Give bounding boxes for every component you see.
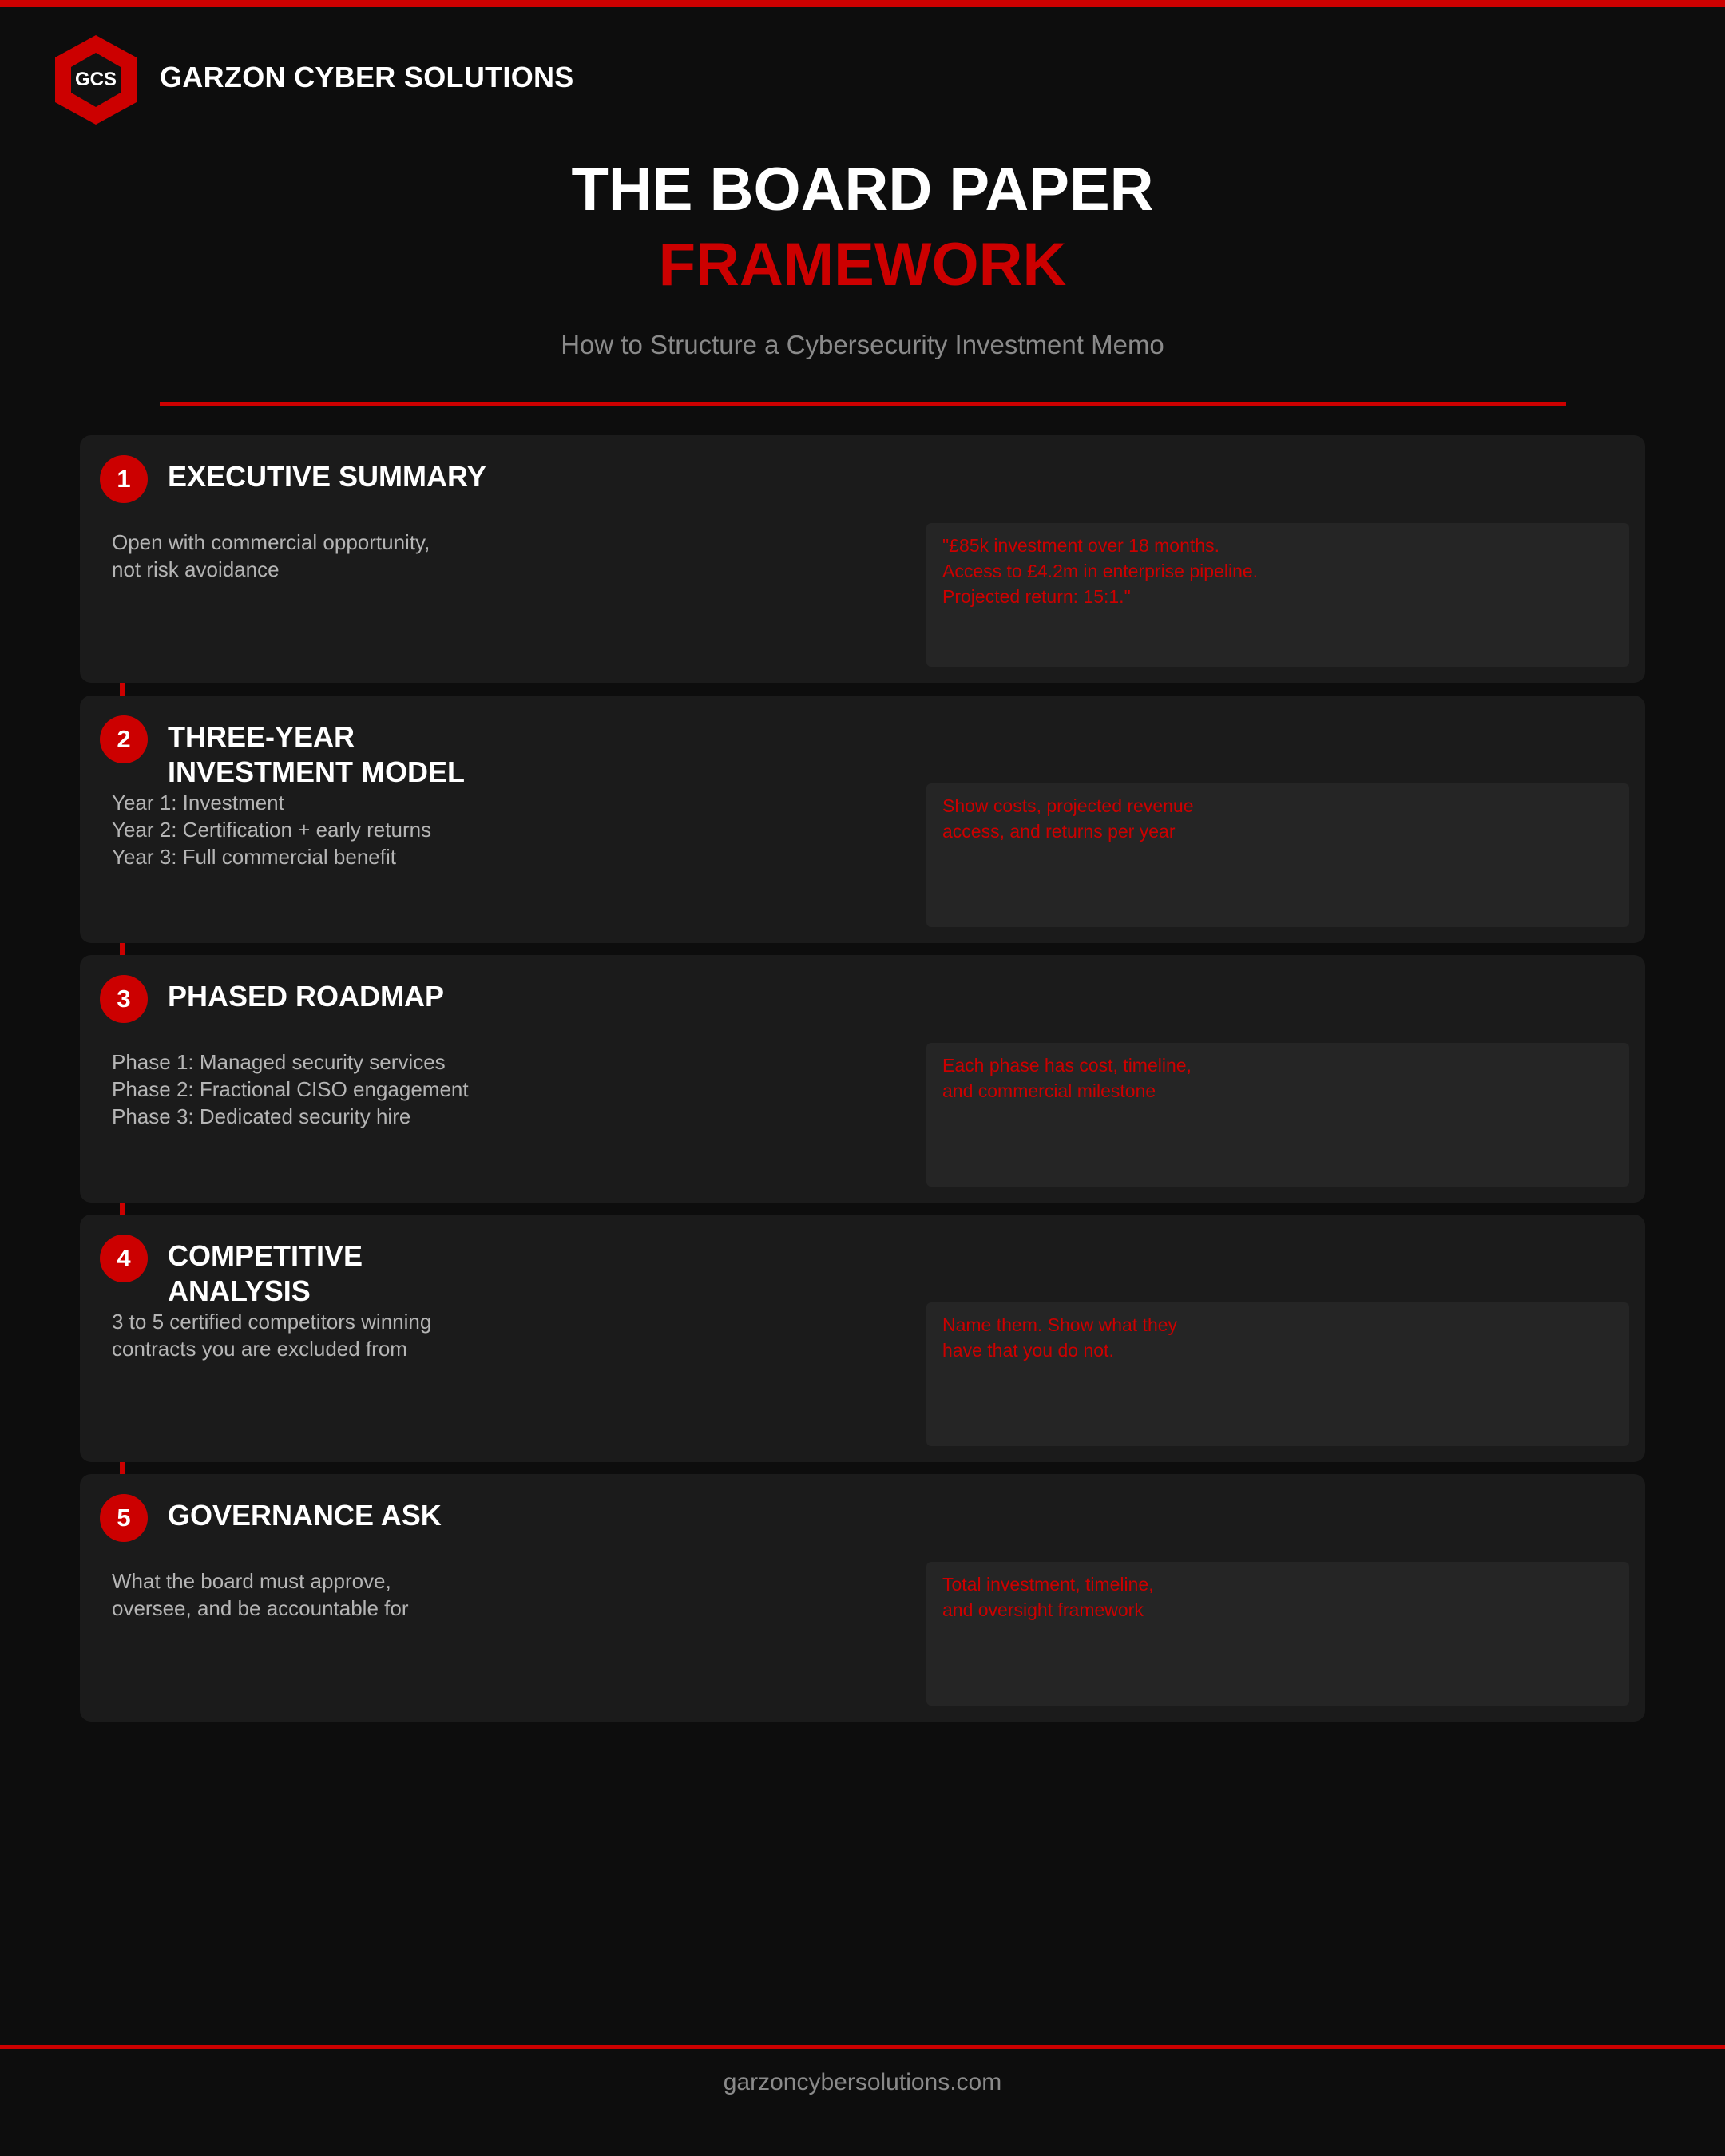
section-example-note: Total investment, timeline, and oversight framework (926, 1562, 1629, 1706)
section-title: GOVERNANCE ASK (168, 1499, 442, 1532)
section-number-badge: 5 (100, 1494, 148, 1542)
section-example-note: Show costs, projected revenue access, and returns per year (926, 783, 1629, 927)
shield-hexagon-logo-icon (55, 35, 137, 125)
top-accent-bar (0, 0, 1725, 7)
title-divider (160, 402, 1566, 406)
footer-website-link[interactable]: garzoncybersolutions.com (723, 2069, 1002, 2095)
footer-accent-bar (0, 2045, 1725, 2049)
section-body: 3 to 5 certified competitors winning contracts you are excluded from (112, 1310, 432, 1361)
section-card-phased-roadmap (80, 955, 1645, 1203)
brand-name: GARZON CYBER SOLUTIONS (160, 61, 574, 93)
section-number-badge: 3 (100, 975, 148, 1023)
section-body: Year 1: Investment Year 2: Certification + early returns Year 3: Full commercial benefit (112, 791, 432, 869)
section-title: THREE-YEAR INVESTMENT MODEL (168, 720, 466, 788)
section-example-note: Name them. Show what they have that you do not. (926, 1302, 1629, 1446)
timeline-connector (120, 1203, 125, 1215)
section-number-badge: 1 (100, 455, 148, 503)
section-body: Open with commercial opportunity, not risk avoidance (112, 530, 430, 581)
section-card-competitive-analysis (80, 1215, 1645, 1462)
section-card-executive-summary (80, 435, 1645, 683)
section-body: What the board must approve, oversee, and be accountable for (112, 1569, 409, 1620)
section-title: COMPETITIVE ANALYSIS (168, 1239, 363, 1307)
page-title-highlight: FRAMEWORK (658, 231, 1067, 299)
section-number-badge: 4 (100, 1235, 148, 1282)
section-example-note: "£85k investment over 18 months. Access to £4.2m in enterprise pipeline. Projected return: 15:1." (926, 523, 1629, 667)
section-title: PHASED ROADMAP (168, 980, 445, 1013)
section-card-governance-ask (80, 1474, 1645, 1722)
section-number-badge: 2 (100, 715, 148, 763)
timeline-connector (120, 1462, 125, 1475)
section-title: EXECUTIVE SUMMARY (168, 460, 486, 493)
timeline-connector (120, 683, 125, 696)
section-card-investment-model (80, 696, 1645, 943)
page-title: THE BOARD PAPER (571, 156, 1154, 224)
timeline-connector (120, 943, 125, 956)
logo-text: GCS (74, 69, 117, 90)
page-subtitle: How to Structure a Cybersecurity Investment Memo (561, 330, 1164, 359)
section-body: Phase 1: Managed security services Phase 2: Fractional CISO engagement Phase 3: Dedicated security hire (112, 1050, 469, 1128)
section-example-note: Each phase has cost, timeline, and commercial milestone (926, 1043, 1629, 1187)
